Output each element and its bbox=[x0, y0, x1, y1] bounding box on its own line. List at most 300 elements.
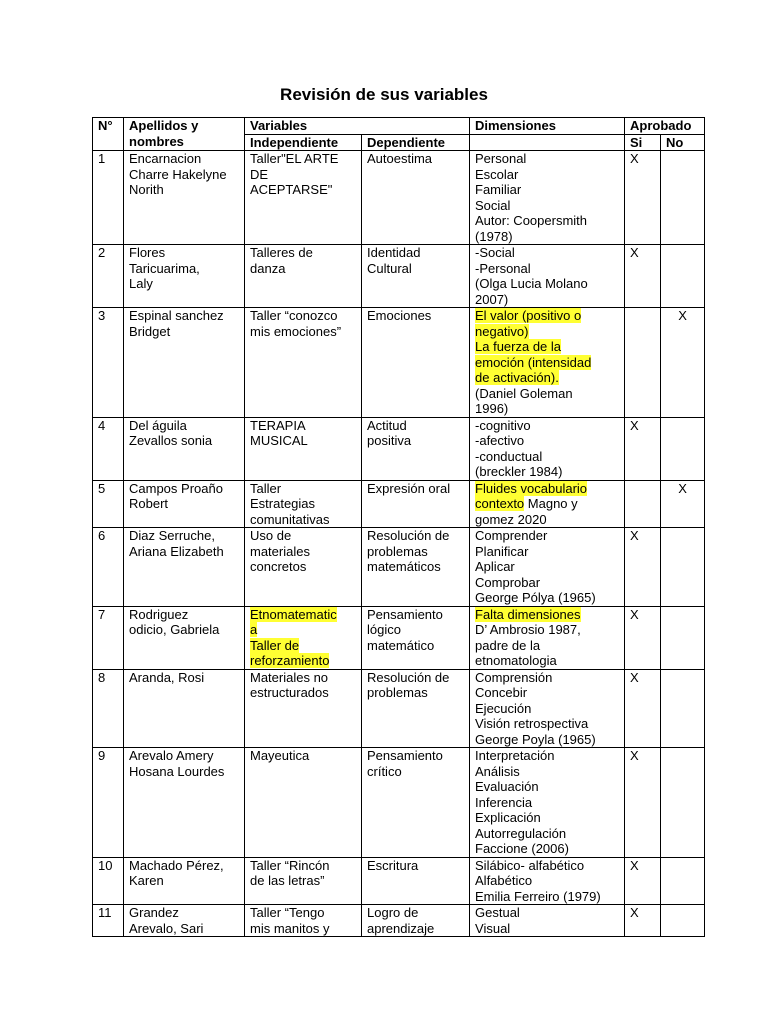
cell-line bbox=[250, 544, 361, 560]
dependent-variable bbox=[362, 669, 470, 748]
cell-line bbox=[367, 433, 469, 449]
table-row bbox=[93, 417, 705, 480]
cell-line bbox=[367, 764, 469, 780]
header-no: No bbox=[661, 134, 705, 151]
student-name bbox=[124, 748, 245, 858]
cell-text: aprendizaje bbox=[367, 920, 435, 936]
dimensions bbox=[470, 245, 625, 308]
independent-variable bbox=[245, 417, 362, 480]
cell-line bbox=[367, 245, 469, 261]
header-dependiente: Dependiente bbox=[362, 134, 470, 151]
cell-line bbox=[367, 685, 469, 701]
cell-text: mis emociones” bbox=[250, 323, 342, 339]
cell-line bbox=[475, 607, 624, 623]
cell-text: Silábico- alfabético bbox=[475, 857, 585, 873]
header-apellidos-line: nombres bbox=[129, 133, 184, 149]
dimensions bbox=[470, 669, 625, 748]
cell-line bbox=[475, 670, 624, 686]
cell-line bbox=[475, 779, 624, 795]
table-row bbox=[93, 151, 705, 245]
student-name bbox=[124, 528, 245, 607]
cell-line bbox=[475, 889, 624, 905]
cell-line: Rodriguez bbox=[129, 606, 189, 622]
cell-text: Taller “conozco bbox=[250, 308, 338, 323]
cell-line bbox=[475, 810, 624, 826]
approved-no: X bbox=[661, 308, 705, 418]
cell-text: -afectivo bbox=[475, 433, 525, 448]
cell-text: Gestual bbox=[475, 905, 520, 920]
cell-line bbox=[250, 638, 361, 654]
approved-no bbox=[661, 669, 705, 748]
cell-line bbox=[250, 528, 361, 544]
approved-no bbox=[661, 245, 705, 308]
table-row bbox=[93, 308, 705, 418]
cell-text: Comprender bbox=[475, 528, 548, 543]
cell-line bbox=[475, 167, 624, 183]
variables-table bbox=[92, 117, 705, 937]
cell-text: de las letras” bbox=[250, 873, 325, 888]
cell-line: Espinal sanchez bbox=[129, 308, 224, 323]
cell-line bbox=[367, 261, 469, 277]
cell-text: crítico bbox=[367, 763, 402, 779]
cell-line bbox=[367, 607, 469, 623]
header-row-1 bbox=[93, 118, 705, 135]
highlighted-text: Fluides vocabulario bbox=[475, 480, 588, 496]
dependent-variable bbox=[362, 308, 470, 418]
header-dimensiones: Dimensiones bbox=[470, 118, 625, 135]
cell-text: Comprobar bbox=[475, 574, 541, 590]
row-number: 5 bbox=[93, 480, 124, 528]
cell-line bbox=[250, 182, 361, 198]
cell-text: Logro de bbox=[367, 905, 419, 920]
cell-line bbox=[250, 245, 361, 261]
cell-line: Hosana Lourdes bbox=[129, 763, 225, 779]
cell-line bbox=[475, 748, 624, 764]
cell-line bbox=[475, 198, 624, 214]
cell-text: Magno y bbox=[524, 496, 578, 511]
cell-line bbox=[475, 826, 624, 842]
highlighted-text: La fuerza de la bbox=[475, 339, 562, 354]
student-name bbox=[124, 151, 245, 245]
independent-variable bbox=[245, 308, 362, 418]
student-name bbox=[124, 245, 245, 308]
cell-line bbox=[475, 528, 624, 544]
cell-line: Machado Pérez, bbox=[129, 857, 224, 873]
highlighted-text: a bbox=[250, 622, 258, 637]
header-aprobado: Aprobado bbox=[625, 118, 705, 135]
cell-text: gomez 2020 bbox=[475, 511, 547, 527]
cell-line: Arevalo Amery bbox=[129, 748, 214, 763]
cell-line: Laly bbox=[129, 276, 153, 291]
cell-text: George Poyla (1965) bbox=[475, 731, 596, 747]
cell-line bbox=[250, 512, 361, 528]
cell-text: Taller “Tengo bbox=[250, 905, 325, 920]
cell-line bbox=[475, 370, 624, 386]
cell-line bbox=[475, 324, 624, 340]
header-variables: Variables bbox=[245, 118, 470, 135]
cell-line: Robert bbox=[129, 496, 169, 511]
cell-line: Taricuarima, bbox=[129, 260, 200, 276]
cell-line bbox=[367, 905, 469, 921]
approved-yes bbox=[625, 480, 661, 528]
cell-line bbox=[475, 261, 624, 277]
cell-text: ACEPTARSE" bbox=[250, 182, 333, 197]
row-number: 6 bbox=[93, 528, 124, 607]
cell-text: padre de la bbox=[475, 637, 541, 653]
header-apellidos-line: Apellidos y bbox=[129, 118, 199, 133]
cell-line: Norith bbox=[129, 182, 164, 197]
cell-line bbox=[250, 261, 361, 277]
table-body bbox=[93, 151, 705, 937]
cell-line: Arevalo, Sari bbox=[129, 920, 204, 936]
highlighted-text: emoción (intensidad bbox=[475, 354, 592, 370]
independent-variable bbox=[245, 669, 362, 748]
cell-line bbox=[475, 433, 624, 449]
row-number: 8 bbox=[93, 669, 124, 748]
cell-line bbox=[367, 151, 469, 167]
cell-line bbox=[475, 292, 624, 308]
dimensions bbox=[470, 308, 625, 418]
dimensions bbox=[470, 857, 625, 905]
cell-text: Personal bbox=[475, 151, 527, 166]
cell-line bbox=[475, 858, 624, 874]
cell-text: Evaluación bbox=[475, 779, 539, 794]
cell-line: Campos Proaño bbox=[129, 480, 223, 496]
dimensions bbox=[470, 606, 625, 669]
cell-line: Del águila bbox=[129, 417, 187, 433]
cell-line bbox=[475, 308, 624, 324]
approved-no bbox=[661, 606, 705, 669]
approved-yes: X bbox=[625, 417, 661, 480]
independent-variable bbox=[245, 480, 362, 528]
cell-line bbox=[475, 151, 624, 167]
cell-text: Taller “Rincón bbox=[250, 857, 330, 873]
cell-line bbox=[475, 841, 624, 857]
cell-text: MUSICAL bbox=[250, 433, 308, 448]
independent-variable bbox=[245, 151, 362, 245]
approved-no bbox=[661, 857, 705, 905]
cell-line: Karen bbox=[129, 873, 164, 888]
cell-line: Aranda, Rosi bbox=[129, 669, 205, 685]
approved-no bbox=[661, 151, 705, 245]
dependent-variable bbox=[362, 528, 470, 607]
cell-line bbox=[250, 167, 361, 183]
cell-text: Resolución de bbox=[367, 528, 450, 543]
cell-line bbox=[250, 873, 361, 889]
approved-yes: X bbox=[625, 857, 661, 905]
cell-text: Cultural bbox=[367, 260, 412, 276]
dimensions bbox=[470, 480, 625, 528]
cell-text: Materiales no bbox=[250, 669, 329, 685]
cell-line bbox=[475, 182, 624, 198]
dependent-variable bbox=[362, 151, 470, 245]
header-apellidos bbox=[124, 118, 245, 151]
cell-line bbox=[250, 496, 361, 512]
approved-yes: X bbox=[625, 748, 661, 858]
independent-variable bbox=[245, 748, 362, 858]
cell-line bbox=[475, 921, 624, 937]
table-row bbox=[93, 245, 705, 308]
cell-line: Grandez bbox=[129, 905, 179, 920]
cell-line bbox=[250, 433, 361, 449]
cell-line bbox=[367, 748, 469, 764]
cell-line bbox=[367, 858, 469, 874]
cell-line bbox=[250, 748, 361, 764]
cell-text: Pensamiento bbox=[367, 748, 443, 763]
cell-text: 2007) bbox=[475, 291, 509, 307]
table-row bbox=[93, 905, 705, 937]
cell-text: Concebir bbox=[475, 685, 528, 700]
dimensions bbox=[470, 748, 625, 858]
dimensions bbox=[470, 417, 625, 480]
cell-text: Expresión oral bbox=[367, 480, 451, 496]
cell-line bbox=[475, 716, 624, 732]
approved-no bbox=[661, 748, 705, 858]
cell-line bbox=[367, 638, 469, 654]
row-number: 2 bbox=[93, 245, 124, 308]
header-dimensiones-blank bbox=[470, 134, 625, 151]
cell-text: Autoestima bbox=[367, 151, 433, 166]
student-name bbox=[124, 308, 245, 418]
approved-yes: X bbox=[625, 669, 661, 748]
cell-text: concretos bbox=[250, 559, 307, 574]
cell-text: Emilia Ferreiro (1979) bbox=[475, 888, 601, 904]
cell-text: Taller bbox=[250, 480, 282, 496]
cell-line bbox=[475, 638, 624, 654]
cell-text: Talleres de bbox=[250, 245, 313, 260]
cell-text: matemáticos bbox=[367, 559, 441, 574]
cell-line bbox=[475, 213, 624, 229]
cell-line: Charre Hakelyne bbox=[129, 166, 227, 182]
cell-text: Alfabético bbox=[475, 873, 533, 888]
cell-line bbox=[250, 559, 361, 575]
cell-line bbox=[475, 653, 624, 669]
approved-no bbox=[661, 905, 705, 937]
cell-line bbox=[475, 732, 624, 748]
approved-no bbox=[661, 528, 705, 607]
cell-line bbox=[250, 670, 361, 686]
cell-text: Estrategias bbox=[250, 496, 316, 511]
cell-text: TERAPIA bbox=[250, 417, 306, 433]
cell-line bbox=[475, 339, 624, 355]
cell-text: (Daniel Goleman bbox=[475, 385, 573, 401]
dependent-variable bbox=[362, 245, 470, 308]
cell-text: Interpretación bbox=[475, 748, 555, 763]
highlighted-text: El valor (positivo o bbox=[475, 308, 582, 323]
cell-text: mis manitos y bbox=[250, 920, 330, 936]
dependent-variable bbox=[362, 606, 470, 669]
independent-variable bbox=[245, 245, 362, 308]
cell-text: danza bbox=[250, 260, 286, 276]
independent-variable bbox=[245, 606, 362, 669]
dependent-variable bbox=[362, 905, 470, 937]
cell-line bbox=[475, 905, 624, 921]
cell-text: (breckler 1984) bbox=[475, 464, 563, 479]
dependent-variable bbox=[362, 748, 470, 858]
cell-line: Flores bbox=[129, 245, 166, 260]
cell-text: Planificar bbox=[475, 543, 529, 559]
cell-text: Aplicar bbox=[475, 559, 515, 574]
cell-text: Ejecución bbox=[475, 700, 532, 716]
cell-text: 1996) bbox=[475, 401, 509, 416]
cell-line bbox=[250, 921, 361, 937]
student-name bbox=[124, 417, 245, 480]
student-name bbox=[124, 905, 245, 937]
cell-line bbox=[475, 401, 624, 417]
highlighted-text: Taller de bbox=[250, 637, 300, 653]
cell-text: Uso de bbox=[250, 528, 292, 543]
cell-text: D’ Ambrosio 1987, bbox=[475, 622, 581, 637]
independent-variable bbox=[245, 857, 362, 905]
cell-line bbox=[475, 496, 624, 512]
cell-text: Pensamiento bbox=[367, 606, 443, 622]
highlighted-text: contexto bbox=[475, 496, 525, 511]
page-title: Revisión de sus variables bbox=[280, 85, 488, 104]
cell-text: Identidad bbox=[367, 245, 421, 260]
cell-line bbox=[475, 701, 624, 717]
cell-text: (Olga Lucia Molano bbox=[475, 276, 588, 291]
table-row bbox=[93, 857, 705, 905]
cell-text: Explicación bbox=[475, 810, 541, 825]
cell-line bbox=[367, 670, 469, 686]
cell-text: positiva bbox=[367, 433, 412, 448]
student-name bbox=[124, 857, 245, 905]
cell-line bbox=[475, 590, 624, 606]
cell-line: Zevallos sonia bbox=[129, 433, 213, 448]
cell-line bbox=[367, 921, 469, 937]
cell-text: Resolución de bbox=[367, 669, 450, 685]
approved-yes: X bbox=[625, 528, 661, 607]
cell-text: comunitativas bbox=[250, 511, 330, 527]
cell-line bbox=[475, 418, 624, 434]
cell-line bbox=[475, 464, 624, 480]
table-row bbox=[93, 528, 705, 607]
cell-line: odicio, Gabriela bbox=[129, 622, 220, 637]
cell-line: Ariana Elizabeth bbox=[129, 543, 224, 559]
cell-text: matemático bbox=[367, 637, 435, 653]
cell-text: George Pólya (1965) bbox=[475, 590, 596, 605]
student-name bbox=[124, 480, 245, 528]
cell-line bbox=[250, 481, 361, 497]
approved-yes: X bbox=[625, 905, 661, 937]
cell-line bbox=[250, 685, 361, 701]
approved-no bbox=[661, 417, 705, 480]
cell-line bbox=[367, 528, 469, 544]
dimensions bbox=[470, 905, 625, 937]
cell-line bbox=[250, 622, 361, 638]
independent-variable bbox=[245, 905, 362, 937]
dependent-variable bbox=[362, 480, 470, 528]
cell-line bbox=[475, 873, 624, 889]
independent-variable bbox=[245, 528, 362, 607]
header-independiente: Independiente bbox=[245, 134, 362, 151]
cell-text: materiales bbox=[250, 543, 310, 559]
cell-text: Mayeutica bbox=[250, 748, 310, 763]
cell-line bbox=[475, 229, 624, 245]
cell-line bbox=[475, 559, 624, 575]
table-row bbox=[93, 606, 705, 669]
cell-line: Bridget bbox=[129, 323, 171, 339]
cell-line bbox=[367, 418, 469, 434]
table-row bbox=[93, 480, 705, 528]
dimensions bbox=[470, 151, 625, 245]
cell-text: problemas bbox=[367, 543, 428, 559]
cell-text: Escolar bbox=[475, 166, 519, 182]
dependent-variable bbox=[362, 417, 470, 480]
approved-yes: X bbox=[625, 606, 661, 669]
approved-yes bbox=[625, 308, 661, 418]
cell-line bbox=[367, 544, 469, 560]
table-row bbox=[93, 669, 705, 748]
cell-text: -cognitivo bbox=[475, 417, 531, 433]
cell-text: Emociones bbox=[367, 308, 432, 323]
cell-text: Comprensión bbox=[475, 669, 553, 685]
cell-text: -Personal bbox=[475, 260, 531, 276]
cell-line bbox=[250, 151, 361, 167]
cell-text: Faccione (2006) bbox=[475, 841, 569, 856]
cell-line bbox=[475, 512, 624, 528]
cell-text: Escritura bbox=[367, 857, 419, 873]
approved-yes: X bbox=[625, 245, 661, 308]
cell-line bbox=[475, 685, 624, 701]
student-name bbox=[124, 606, 245, 669]
highlighted-text: Etnomatematic bbox=[250, 606, 337, 622]
cell-text: Autor: Coopersmith bbox=[475, 213, 588, 228]
cell-text: Visual bbox=[475, 920, 511, 936]
cell-line bbox=[367, 622, 469, 638]
row-number: 9 bbox=[93, 748, 124, 858]
cell-line bbox=[367, 559, 469, 575]
highlighted-text: negativo) bbox=[475, 323, 529, 339]
cell-line bbox=[475, 795, 624, 811]
cell-text: etnomatologia bbox=[475, 653, 557, 668]
cell-line: Diaz Serruche, bbox=[129, 528, 215, 543]
cell-text: Social bbox=[475, 197, 511, 213]
row-number: 3 bbox=[93, 308, 124, 418]
approved-no: X bbox=[661, 480, 705, 528]
row-number: 7 bbox=[93, 606, 124, 669]
cell-line bbox=[250, 607, 361, 623]
header-si: Si bbox=[625, 134, 661, 151]
cell-text: -conductual bbox=[475, 448, 543, 464]
cell-line bbox=[367, 308, 469, 324]
table-row bbox=[93, 748, 705, 858]
cell-text: DE bbox=[250, 166, 269, 182]
cell-text: Inferencia bbox=[475, 794, 533, 810]
cell-line bbox=[250, 905, 361, 921]
cell-line bbox=[250, 653, 361, 669]
highlighted-text: de activación). bbox=[475, 370, 559, 385]
cell-line bbox=[475, 449, 624, 465]
cell-text: Análisis bbox=[475, 763, 520, 779]
dimensions bbox=[470, 528, 625, 607]
student-name bbox=[124, 669, 245, 748]
cell-text: problemas bbox=[367, 685, 428, 700]
row-number: 4 bbox=[93, 417, 124, 480]
cell-line bbox=[475, 764, 624, 780]
cell-line bbox=[475, 276, 624, 292]
cell-line bbox=[367, 481, 469, 497]
cell-line bbox=[475, 481, 624, 497]
cell-line bbox=[250, 324, 361, 340]
cell-line bbox=[475, 386, 624, 402]
cell-text: (1978) bbox=[475, 228, 513, 244]
highlighted-text: reforzamiento bbox=[250, 653, 330, 668]
cell-text: Familiar bbox=[475, 182, 522, 197]
approved-yes: X bbox=[625, 151, 661, 245]
cell-line bbox=[250, 858, 361, 874]
cell-line: Encarnacion bbox=[129, 151, 202, 166]
